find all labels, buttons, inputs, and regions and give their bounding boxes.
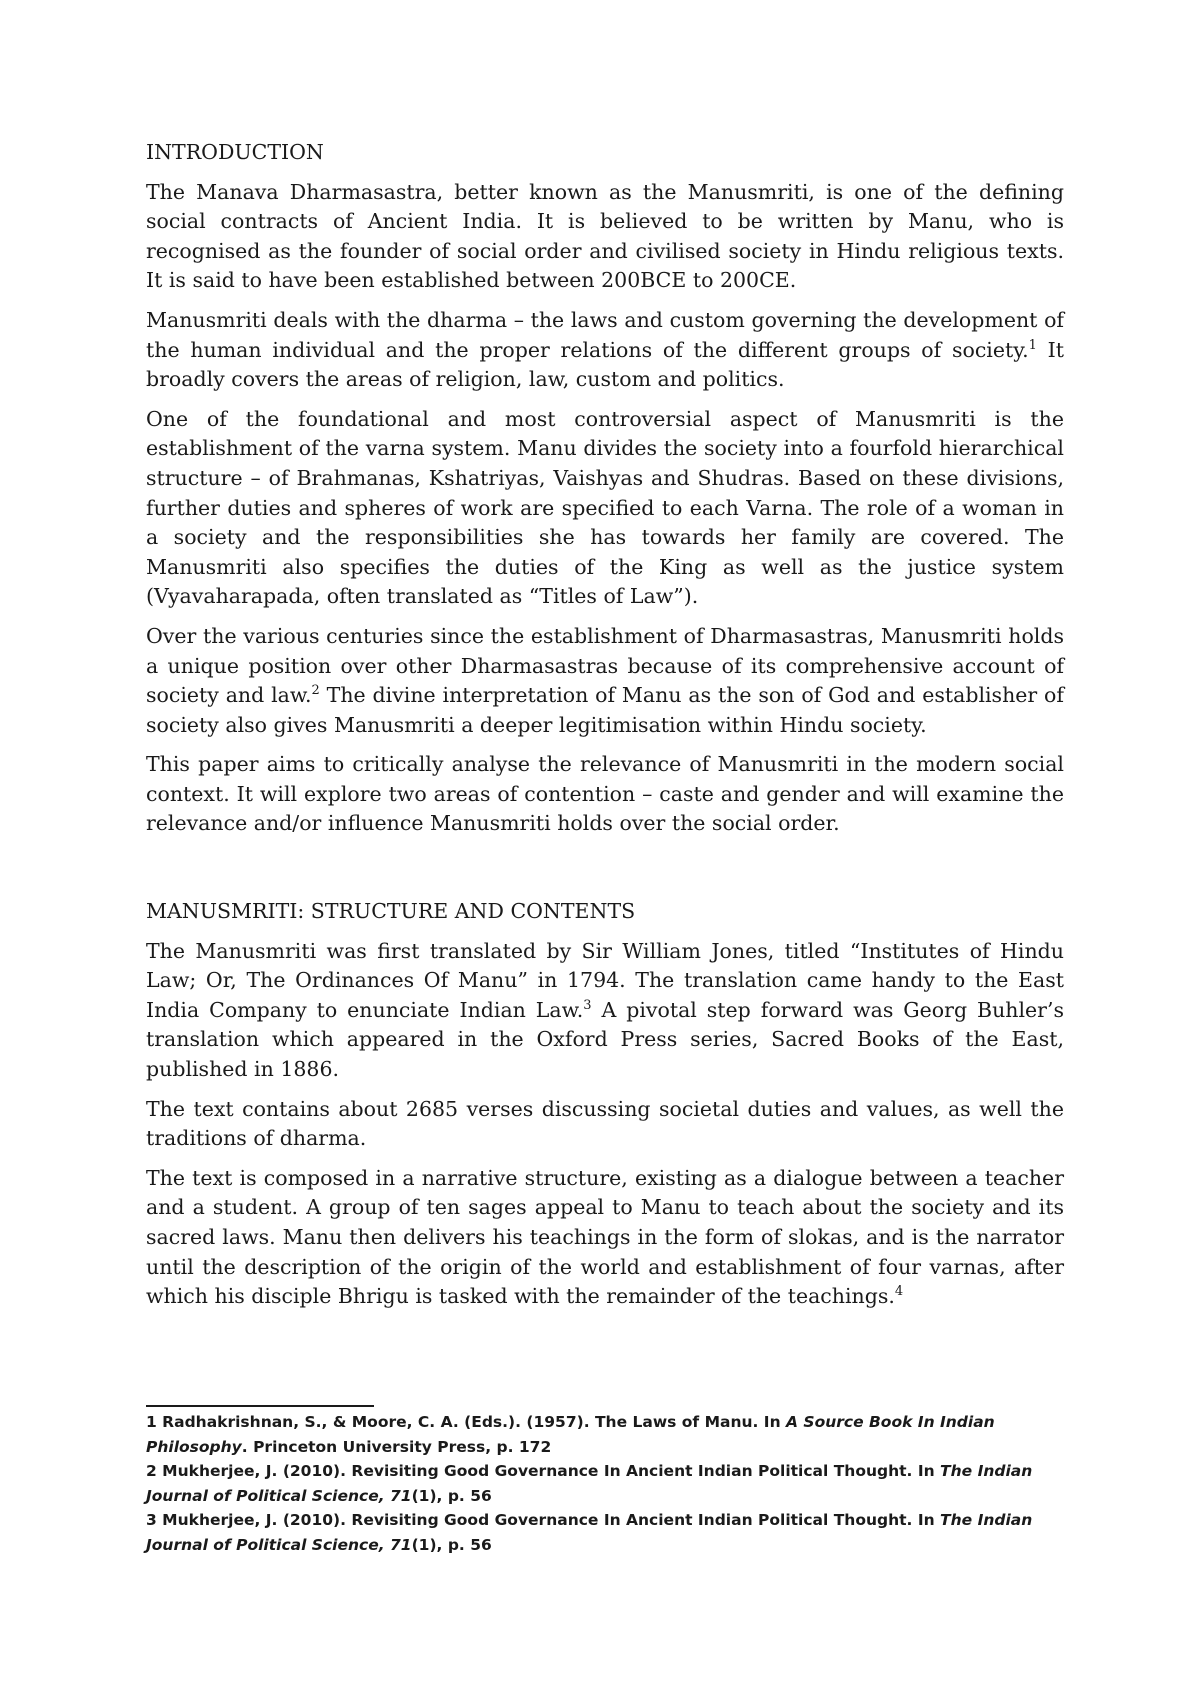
section-structure-and-contents bbox=[146, 897, 1064, 1312]
footnote-source-title: A Source Book In Indian Philosophy bbox=[146, 1413, 995, 1456]
footnotes bbox=[146, 1410, 1064, 1557]
paragraph bbox=[146, 405, 1064, 612]
paragraph-text: It broadly covers the areas of religion, law, custom and politics. bbox=[146, 337, 1064, 392]
paragraph-text: Manusmriti deals with the dharma – the laws and custom governing the development of the human individual and the proper relations of the different groups of society. bbox=[146, 307, 1064, 362]
paragraph-text: The Manusmriti was first translated by Sir William Jones, titled “Institutes of Hindu Law; Or, The Ordinances Of Manu” in 1794. The translation came handy to the East India Company to enunciate Indian Law. bbox=[146, 938, 1064, 1022]
paragraph bbox=[146, 622, 1064, 740]
document-body bbox=[146, 138, 1064, 1322]
paragraph bbox=[146, 937, 1064, 1085]
footnote-item bbox=[146, 1410, 1064, 1459]
paragraph-text: One of the foundational and most controversial aspect of Manusmriti is the establishment of the varna system. Manu divides the society into a fourfold hierarchical structure – of Brahmanas, Kshatriyas, Vaishyas and Shudras. Based on these divisions, further duties and spheres of work are specified to each Varna. The role of a woman in a society and the responsibilities she has towards her family are covered. The Manusmriti also specifies the duties of the King as well as the justice system (Vyavaharapada, often translated as “Titles of Law”). bbox=[146, 406, 1064, 609]
paragraph-text: The text is composed in a narrative structure, existing as a dialogue between a teacher and a student. A group of ten sages appeal to Manu to teach about the society and its sacred laws. Manu then delivers his teachings in the form of slokas, and is the narrator until the description of the origin of the world and establishment of four varnas, after which his disciple Bhrigu is tasked with the remainder of the teachings. bbox=[146, 1165, 1064, 1309]
paragraph-text: This paper aims to critically analyse the relevance of Manusmriti in the modern social context. It will explore two areas of contention – caste and gender and will examine the relevance and/or influence Manusmriti holds over the social order. bbox=[146, 752, 1064, 836]
footnote-source-title: The Indian Journal of Political Science, 71 bbox=[146, 1462, 1033, 1505]
section-spacer bbox=[146, 849, 1064, 897]
paragraph bbox=[146, 750, 1064, 839]
section-heading: INTRODUCTION bbox=[146, 140, 324, 164]
section-introduction bbox=[146, 138, 1064, 839]
footnote-ref[interactable]: 2 bbox=[311, 683, 320, 699]
paragraph-text: A pivotal step forward was Georg Buhler’s translation which appeared in the Oxford Press series, Sacred Books of the East, published in 1886. bbox=[146, 997, 1064, 1082]
paragraph-text: Over the various centuries since the establishment of Dharmasastras, Manusmriti holds a unique position over other Dharmasastras because of its comprehensive account of society and law. bbox=[146, 623, 1064, 708]
footnote-item bbox=[146, 1459, 1064, 1508]
footnote-source-title: The Indian Journal of Political Science, 71 bbox=[146, 1511, 1033, 1554]
footnote-text: 1 Radhakrishnan, S., & Moore, C. A. (Eds.). (1957). The Laws of Manu. In bbox=[146, 1413, 787, 1431]
paragraph-text: The text contains about 2685 verses discussing societal duties and values, as well the traditions of dharma. bbox=[146, 1096, 1064, 1151]
paragraph bbox=[146, 306, 1064, 395]
footnote-text: (1), p. 56 bbox=[411, 1535, 492, 1554]
footnote-text: 3 Mukherjee, J. (2010). Revisiting Good Governance In Ancient Indian Political Thought. In bbox=[146, 1511, 941, 1529]
paragraph-text: The divine interpretation of Manu as the son of God and establisher of society also gives Manusmriti a deeper legitimisation within Hindu society. bbox=[146, 683, 1064, 737]
footnote-separator bbox=[146, 1405, 374, 1407]
footnote-text: (1), p. 56 bbox=[411, 1486, 492, 1505]
footnote-text: 2 Mukherjee, J. (2010). Revisiting Good Governance In Ancient Indian Political Thought. In bbox=[146, 1462, 941, 1480]
paragraph-text: The Manava Dharmasastra, better known as the Manusmriti, is one of the defining social contracts of Ancient India. It is believed to be written by Manu, who is recognised as the founder of social order and civilised society in Hindu religious texts. It is said to have been established between 200BCE to 200CE. bbox=[146, 179, 1064, 293]
footnote-ref[interactable]: 4 bbox=[894, 1284, 904, 1300]
section-heading: MANUSMRITI: STRUCTURE AND CONTENTS bbox=[146, 899, 636, 924]
paragraph bbox=[146, 1095, 1064, 1154]
footnote-item bbox=[146, 1508, 1064, 1557]
footnote-ref[interactable]: 1 bbox=[1028, 337, 1037, 353]
footnote-ref[interactable]: 3 bbox=[583, 998, 592, 1014]
paragraph bbox=[146, 1164, 1064, 1312]
paragraph bbox=[146, 178, 1064, 296]
footnote-text: . Princeton University Press, p. 172 bbox=[241, 1437, 552, 1456]
